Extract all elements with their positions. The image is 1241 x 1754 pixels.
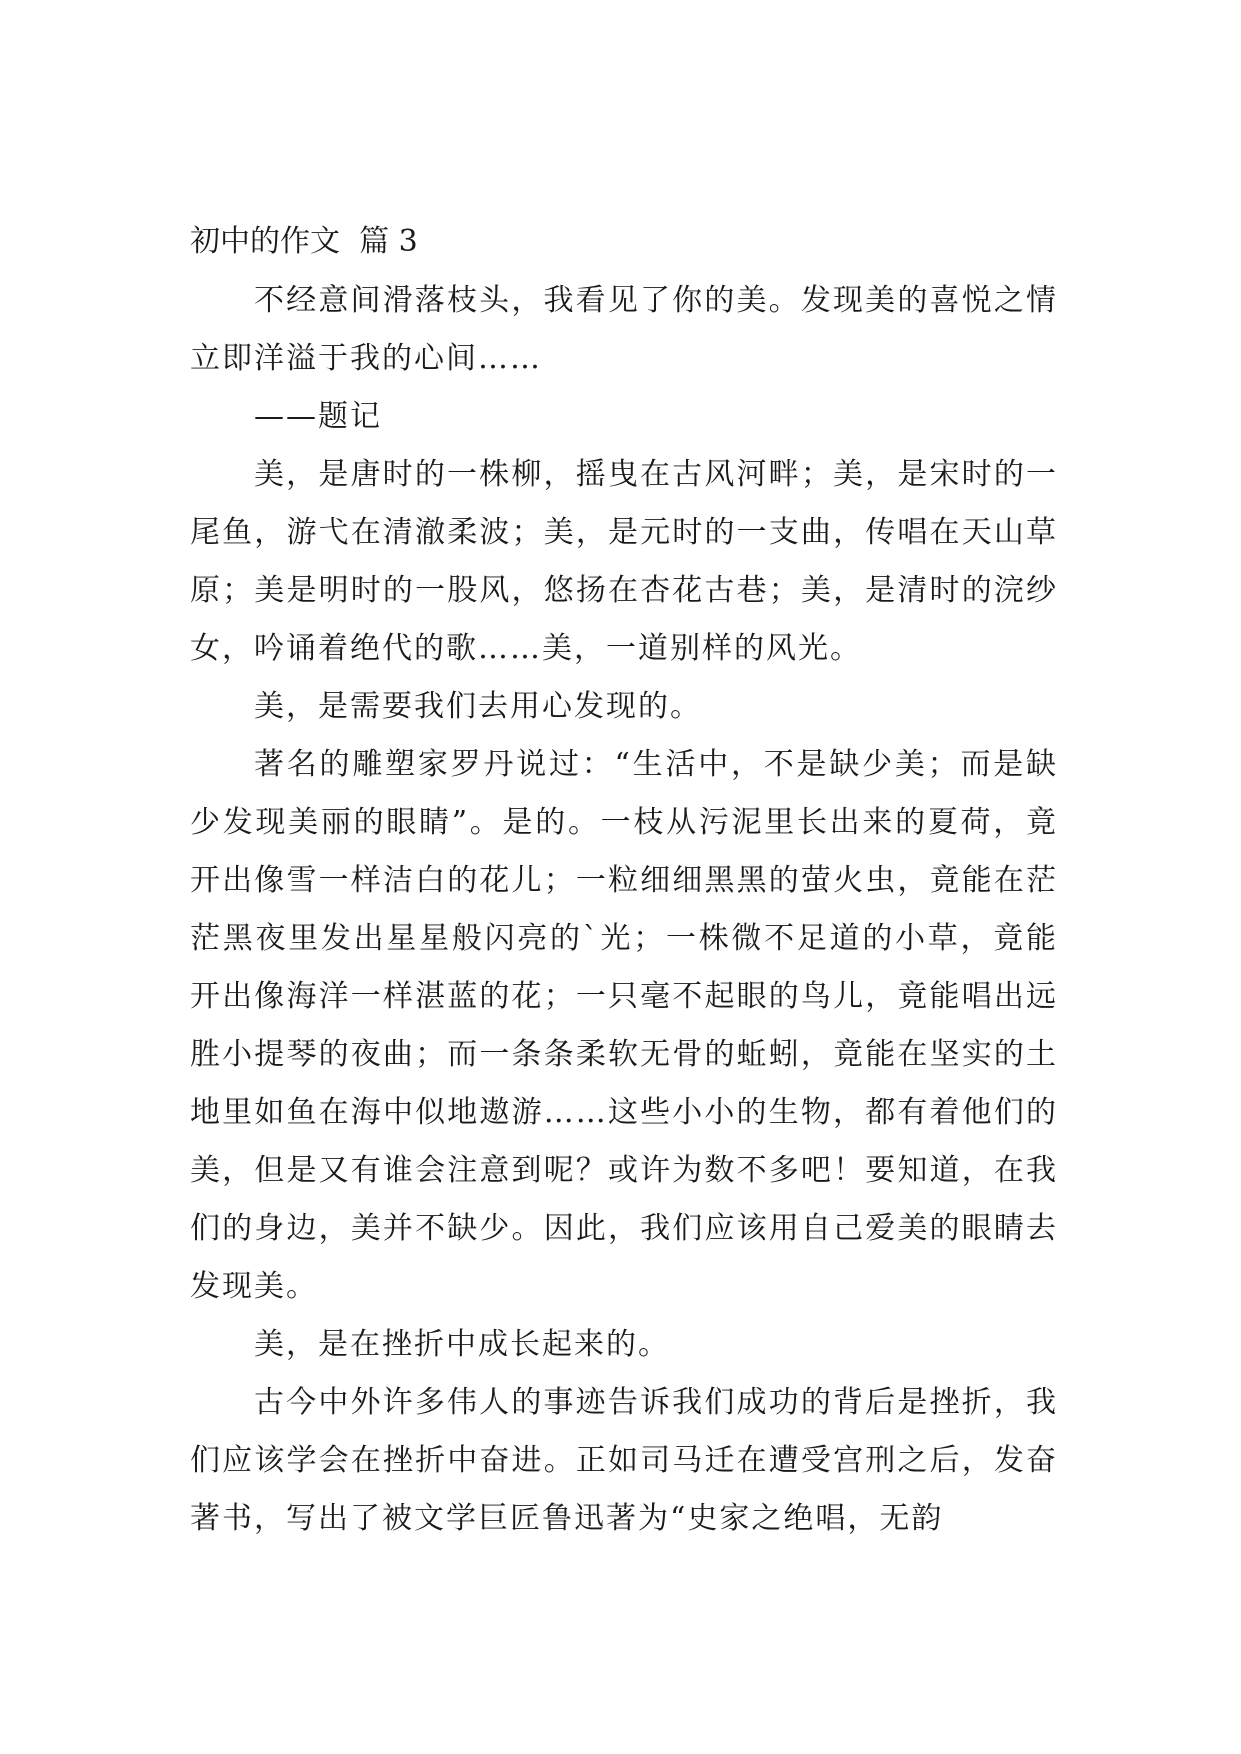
paragraph-discover-heading: 美，是需要我们去用心发现的。: [254, 689, 702, 724]
document-title: 初中的作文 篇 3: [190, 224, 418, 259]
paragraph-rodin: 著名的雕塑家罗丹说过：“生活中，不是缺少美；而是缺少发现美丽的眼睛”。是的。一枝从污泥里长出来的夏荷，竟开出像雪一样洁白的花儿；一粒细细黑黑的萤火虫，竟能在茫茫黑夜里发出星星般闪亮的`光；一株微不足道的小草，竟能开出像海洋一样湛蓝的花；一只毫不起眼的鸟儿，竟能唱出远胜小提琴的夜曲；而一条条柔软无骨的蚯蚓，竟能在坚实的土地里如鱼在海中似地遨游……这些小小的生物，都有着他们的美，但是又有谁会注意到呢？或许为数不多吧！要知道，在我们的身边，美并不缺少。因此，我们应该用自己爱美的眼睛去发现美。: [190, 747, 1058, 1304]
paragraph-sima-qian: 古今中外许多伟人的事迹告诉我们成功的背后是挫折，我们应该学会在挫折中奋进。正如司马迁在遭受宫刑之后，发奋著书，写出了被文学巨匠鲁迅著为“史家之绝唱，无韵: [190, 1385, 1058, 1536]
paragraph-beauty-history: 美，是唐时的一株柳，摇曳在古风河畔；美，是宋时的一尾鱼，游弋在清澈柔波；美，是元时的一支曲，传唱在天山草原；美是明时的一股风，悠扬在杏花古巷；美，是清时的浣纱女，吟诵着绝代的歌……美，一道别样的风光。: [190, 457, 1058, 666]
paragraph-intro: 不经意间滑落枝头，我看见了你的美。发现美的喜悦之情立即洋溢于我的心间……: [190, 283, 1058, 376]
document-page: [190, 222, 1058, 1548]
paragraph-setback-heading: 美，是在挫折中成长起来的。: [254, 1327, 670, 1362]
paragraph-epigraph: ——题记: [254, 399, 382, 434]
